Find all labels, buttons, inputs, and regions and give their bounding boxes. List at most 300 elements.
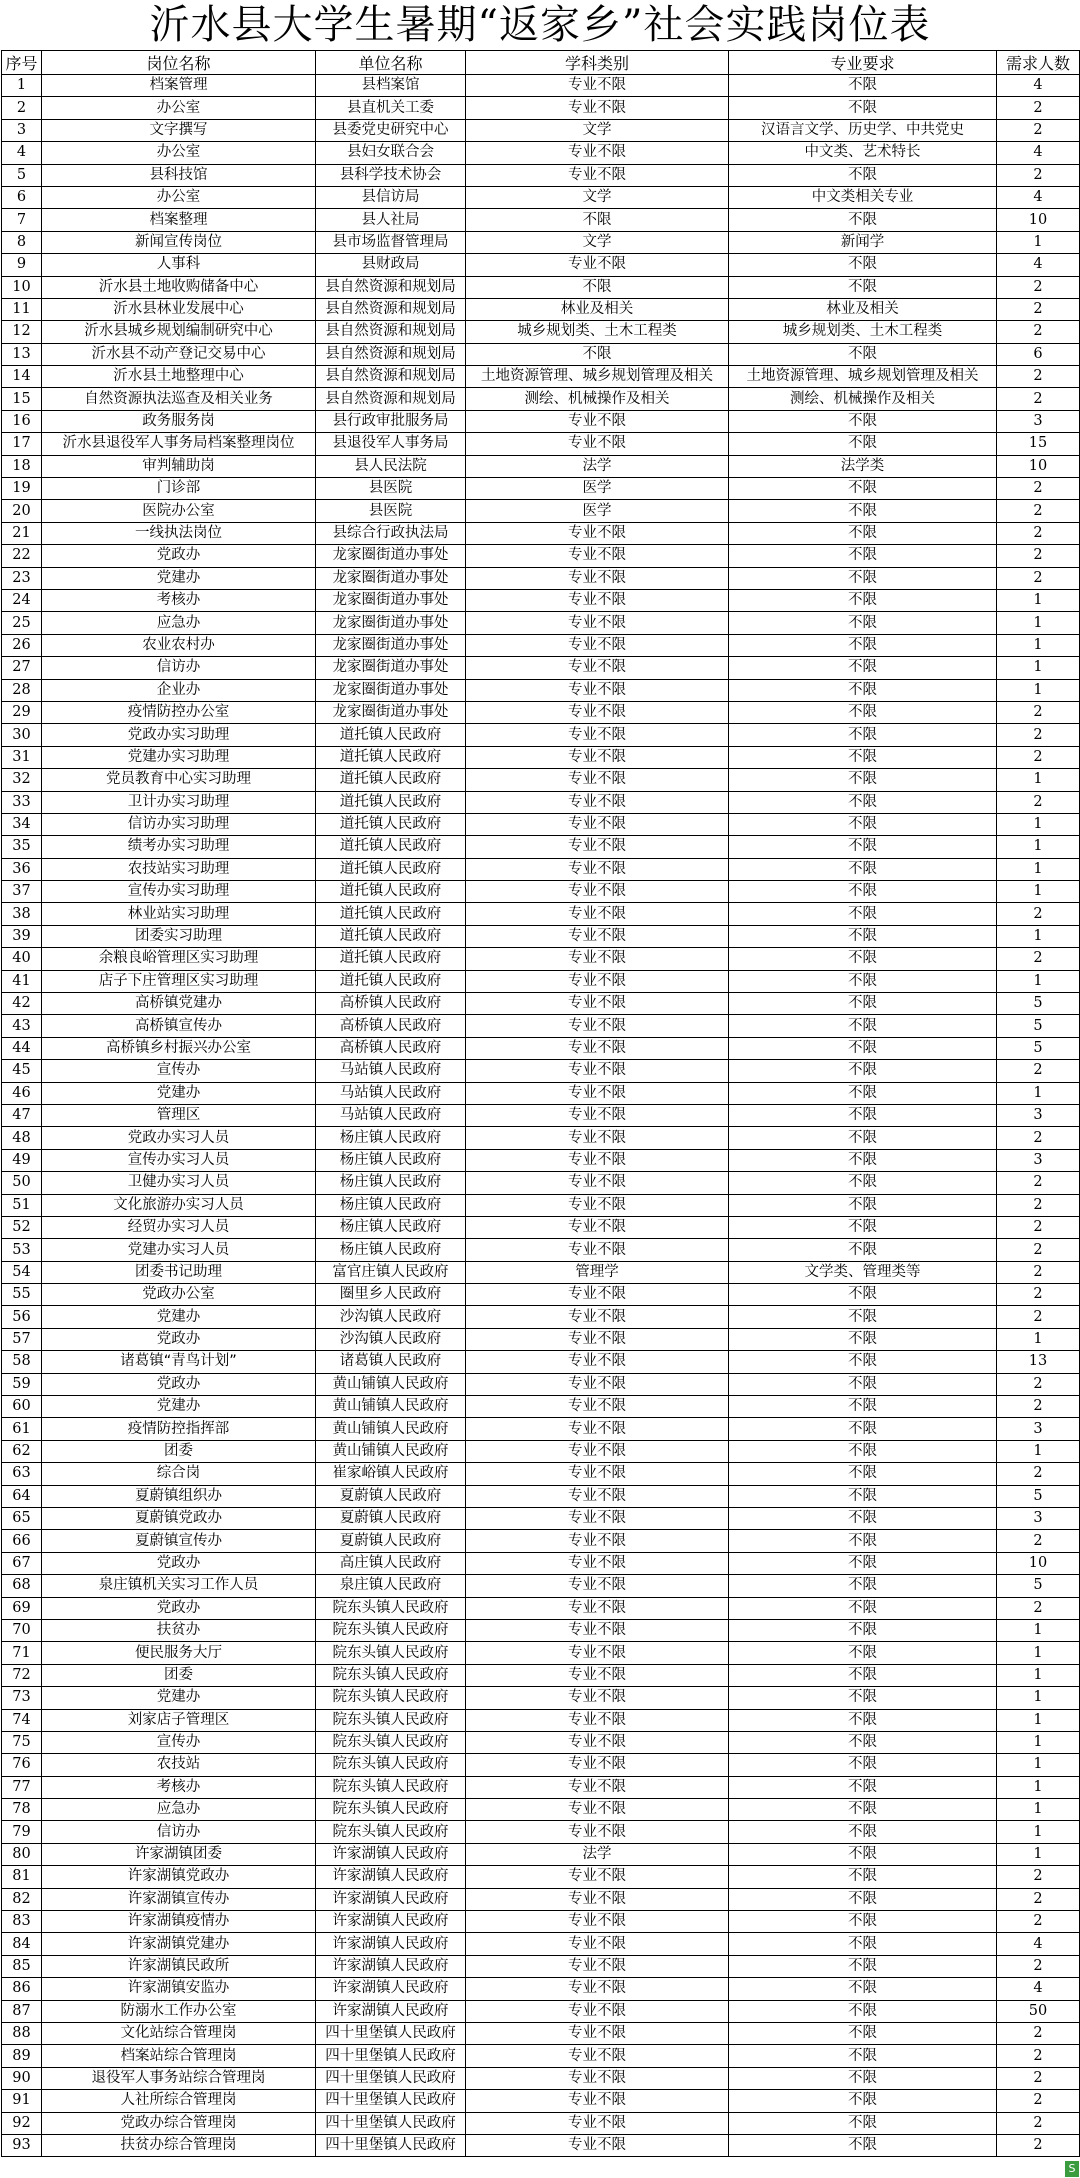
cell-discipline: 管理学 [466, 1261, 729, 1283]
cell-index: 44 [2, 1037, 42, 1059]
table-row [2, 1172, 1080, 1194]
cell-discipline: 专业不限 [466, 1216, 729, 1238]
cell-index: 63 [2, 1463, 42, 1485]
table-row [2, 1328, 1080, 1350]
cell-major-requirement: 不限 [729, 1530, 997, 1552]
cell-unit-name: 许家湖镇人民政府 [316, 1911, 466, 1933]
cell-unit-name: 院东头镇人民政府 [316, 1799, 466, 1821]
table-row [2, 1306, 1080, 1328]
cell-headcount: 3 [997, 1508, 1080, 1530]
cell-discipline: 专业不限 [466, 1575, 729, 1597]
cell-position-name: 许家湖镇党建办 [42, 1933, 316, 1955]
cell-unit-name: 龙家圈街道办事处 [316, 634, 466, 656]
cell-unit-name: 沙沟镇人民政府 [316, 1328, 466, 1350]
cell-headcount: 4 [997, 1933, 1080, 1955]
cell-index: 91 [2, 2090, 42, 2112]
cell-major-requirement: 不限 [729, 1821, 997, 1843]
table-row [2, 1687, 1080, 1709]
cell-index: 50 [2, 1172, 42, 1194]
cell-index: 49 [2, 1149, 42, 1171]
header-headcount: 需求人数 [997, 51, 1080, 75]
cell-index: 13 [2, 343, 42, 365]
cell-index: 66 [2, 1530, 42, 1552]
cell-index: 43 [2, 1015, 42, 1037]
cell-headcount: 2 [997, 119, 1080, 141]
cell-major-requirement: 不限 [729, 970, 997, 992]
cell-index: 65 [2, 1508, 42, 1530]
cell-discipline: 专业不限 [466, 993, 729, 1015]
cell-index: 80 [2, 1843, 42, 1865]
cell-headcount: 2 [997, 1172, 1080, 1194]
table-row [2, 791, 1080, 813]
cell-index: 39 [2, 925, 42, 947]
cell-index: 46 [2, 1082, 42, 1104]
cell-headcount: 2 [997, 1284, 1080, 1306]
table-row [2, 925, 1080, 947]
cell-unit-name: 县档案馆 [316, 75, 466, 97]
cell-headcount: 10 [997, 1552, 1080, 1574]
cell-major-requirement: 不限 [729, 1373, 997, 1395]
cell-position-name: 党建办 [42, 1687, 316, 1709]
table-row [2, 1508, 1080, 1530]
cell-headcount: 2 [997, 1597, 1080, 1619]
cell-discipline: 文学 [466, 231, 729, 253]
cell-position-name: 高桥镇党建办 [42, 993, 316, 1015]
cell-unit-name: 许家湖镇人民政府 [316, 2000, 466, 2022]
cell-major-requirement: 不限 [729, 1440, 997, 1462]
table-row [2, 2090, 1080, 2112]
table-row [2, 75, 1080, 97]
cell-headcount: 15 [997, 433, 1080, 455]
table-row [2, 142, 1080, 164]
cell-headcount: 1 [997, 925, 1080, 947]
table-row [2, 881, 1080, 903]
cell-discipline: 专业不限 [466, 1284, 729, 1306]
cell-unit-name: 院东头镇人民政府 [316, 1597, 466, 1619]
table-row [2, 119, 1080, 141]
cell-headcount: 2 [997, 701, 1080, 723]
cell-unit-name: 杨庄镇人民政府 [316, 1149, 466, 1171]
cell-position-name: 一线执法岗位 [42, 522, 316, 544]
table-row [2, 164, 1080, 186]
table-row [2, 970, 1080, 992]
cell-discipline: 专业不限 [466, 1194, 729, 1216]
table-row [2, 2022, 1080, 2044]
cell-index: 23 [2, 567, 42, 589]
cell-discipline: 专业不限 [466, 1037, 729, 1059]
cell-headcount: 1 [997, 634, 1080, 656]
table-row [2, 1664, 1080, 1686]
cell-headcount: 2 [997, 366, 1080, 388]
cell-position-name: 疫情防控指挥部 [42, 1418, 316, 1440]
cell-position-name: 党政办 [42, 1552, 316, 1574]
table-row [2, 1911, 1080, 1933]
table-row [2, 1216, 1080, 1238]
cell-discipline: 专业不限 [466, 1440, 729, 1462]
cell-headcount: 1 [997, 1821, 1080, 1843]
cell-unit-name: 龙家圈街道办事处 [316, 567, 466, 589]
cell-unit-name: 道托镇人民政府 [316, 813, 466, 835]
cell-major-requirement: 不限 [729, 1172, 997, 1194]
table-row [2, 1731, 1080, 1753]
cell-unit-name: 马站镇人民政府 [316, 1060, 466, 1082]
cell-headcount: 5 [997, 1015, 1080, 1037]
cell-major-requirement: 不限 [729, 925, 997, 947]
cell-major-requirement: 不限 [729, 1933, 997, 1955]
cell-discipline: 法学 [466, 1843, 729, 1865]
cell-major-requirement: 文学类、管理类等 [729, 1261, 997, 1283]
cell-position-name: 档案整理 [42, 209, 316, 231]
cell-discipline: 专业不限 [466, 1306, 729, 1328]
cell-position-name: 党建办实习助理 [42, 746, 316, 768]
cell-major-requirement: 不限 [729, 1194, 997, 1216]
cell-position-name: 人事科 [42, 254, 316, 276]
cell-headcount: 1 [997, 589, 1080, 611]
cell-unit-name: 院东头镇人民政府 [316, 1754, 466, 1776]
cell-index: 71 [2, 1642, 42, 1664]
cell-unit-name: 县医院 [316, 500, 466, 522]
cell-major-requirement: 不限 [729, 500, 997, 522]
cell-unit-name: 四十里堡镇人民政府 [316, 2090, 466, 2112]
cell-headcount: 1 [997, 1799, 1080, 1821]
cell-index: 42 [2, 993, 42, 1015]
cell-discipline: 专业不限 [466, 1664, 729, 1686]
cell-index: 60 [2, 1396, 42, 1418]
cell-headcount: 5 [997, 1575, 1080, 1597]
cell-headcount: 1 [997, 612, 1080, 634]
header-position-name: 岗位名称 [42, 51, 316, 75]
cell-unit-name: 县自然资源和规划局 [316, 366, 466, 388]
positions-table [1, 50, 1080, 2157]
cell-position-name: 人社所综合管理岗 [42, 2090, 316, 2112]
cell-unit-name: 许家湖镇人民政府 [316, 1843, 466, 1865]
cell-unit-name: 杨庄镇人民政府 [316, 1172, 466, 1194]
cell-major-requirement: 不限 [729, 858, 997, 880]
cell-index: 84 [2, 1933, 42, 1955]
cell-unit-name: 圈里乡人民政府 [316, 1284, 466, 1306]
cell-position-name: 农技站 [42, 1754, 316, 1776]
cell-headcount: 4 [997, 142, 1080, 164]
cell-position-name: 防溺水工作办公室 [42, 2000, 316, 2022]
cell-unit-name: 黄山铺镇人民政府 [316, 1418, 466, 1440]
cell-index: 69 [2, 1597, 42, 1619]
cell-position-name: 团委 [42, 1440, 316, 1462]
cell-major-requirement: 不限 [729, 1687, 997, 1709]
table-row [2, 97, 1080, 119]
cell-position-name: 夏蔚镇宣传办 [42, 1530, 316, 1552]
cell-discipline: 专业不限 [466, 2045, 729, 2067]
cell-index: 11 [2, 298, 42, 320]
cell-unit-name: 黄山铺镇人民政府 [316, 1440, 466, 1462]
cell-unit-name: 龙家圈街道办事处 [316, 545, 466, 567]
cell-index: 86 [2, 1978, 42, 2000]
cell-discipline: 不限 [466, 276, 729, 298]
cell-headcount: 2 [997, 1866, 1080, 1888]
cell-index: 3 [2, 119, 42, 141]
cell-position-name: 党政办 [42, 1373, 316, 1395]
table-row [2, 813, 1080, 835]
cell-discipline: 专业不限 [466, 1418, 729, 1440]
table-row [2, 2045, 1080, 2067]
cell-discipline: 专业不限 [466, 634, 729, 656]
cell-discipline: 专业不限 [466, 433, 729, 455]
scroll-indicator-icon[interactable]: S [1065, 2161, 1079, 2177]
header-row [2, 51, 1080, 75]
cell-discipline: 专业不限 [466, 1239, 729, 1261]
cell-discipline: 专业不限 [466, 813, 729, 835]
cell-discipline: 专业不限 [466, 1754, 729, 1776]
table-row [2, 1060, 1080, 1082]
cell-unit-name: 道托镇人民政府 [316, 769, 466, 791]
cell-discipline: 专业不限 [466, 724, 729, 746]
cell-unit-name: 四十里堡镇人民政府 [316, 2022, 466, 2044]
cell-discipline: 专业不限 [466, 410, 729, 432]
table-row [2, 1351, 1080, 1373]
cell-unit-name: 黄山铺镇人民政府 [316, 1396, 466, 1418]
cell-unit-name: 县委党史研究中心 [316, 119, 466, 141]
cell-headcount: 2 [997, 298, 1080, 320]
cell-headcount: 2 [997, 2134, 1080, 2156]
table-row [2, 657, 1080, 679]
cell-discipline: 专业不限 [466, 1172, 729, 1194]
cell-position-name: 许家湖镇团委 [42, 1843, 316, 1865]
cell-headcount: 1 [997, 1328, 1080, 1350]
cell-discipline: 林业及相关 [466, 298, 729, 320]
cell-position-name: 党政办 [42, 1328, 316, 1350]
cell-major-requirement: 不限 [729, 209, 997, 231]
cell-index: 59 [2, 1373, 42, 1395]
cell-position-name: 宣传办实习人员 [42, 1149, 316, 1171]
cell-headcount: 1 [997, 1687, 1080, 1709]
cell-discipline: 专业不限 [466, 1485, 729, 1507]
cell-unit-name: 县退役军人事务局 [316, 433, 466, 455]
cell-position-name: 党建办 [42, 1396, 316, 1418]
cell-major-requirement: 不限 [729, 1575, 997, 1597]
table-row [2, 1284, 1080, 1306]
cell-position-name: 企业办 [42, 679, 316, 701]
cell-discipline: 专业不限 [466, 1552, 729, 1574]
cell-major-requirement: 不限 [729, 2067, 997, 2089]
cell-major-requirement: 不限 [729, 1642, 997, 1664]
cell-headcount: 2 [997, 1463, 1080, 1485]
cell-position-name: 夏蔚镇党政办 [42, 1508, 316, 1530]
cell-unit-name: 许家湖镇人民政府 [316, 1933, 466, 1955]
table-row [2, 343, 1080, 365]
cell-position-name: 沂水县林业发展中心 [42, 298, 316, 320]
cell-unit-name: 县市场监督管理局 [316, 231, 466, 253]
table-row [2, 2112, 1080, 2134]
cell-unit-name: 院东头镇人民政府 [316, 1642, 466, 1664]
cell-index: 4 [2, 142, 42, 164]
cell-index: 48 [2, 1127, 42, 1149]
cell-index: 18 [2, 455, 42, 477]
cell-index: 68 [2, 1575, 42, 1597]
cell-position-name: 扶贫办综合管理岗 [42, 2134, 316, 2156]
cell-discipline: 专业不限 [466, 1731, 729, 1753]
cell-major-requirement: 不限 [729, 948, 997, 970]
cell-headcount: 2 [997, 1888, 1080, 1910]
cell-major-requirement: 不限 [729, 1843, 997, 1865]
cell-headcount: 1 [997, 1664, 1080, 1686]
cell-position-name: 疫情防控办公室 [42, 701, 316, 723]
cell-position-name: 余粮良峪管理区实习助理 [42, 948, 316, 970]
cell-discipline: 专业不限 [466, 903, 729, 925]
cell-index: 15 [2, 388, 42, 410]
cell-unit-name: 龙家圈街道办事处 [316, 657, 466, 679]
cell-unit-name: 院东头镇人民政府 [316, 1619, 466, 1641]
cell-unit-name: 许家湖镇人民政府 [316, 1978, 466, 2000]
cell-unit-name: 院东头镇人民政府 [316, 1664, 466, 1686]
cell-index: 36 [2, 858, 42, 880]
cell-headcount: 1 [997, 1082, 1080, 1104]
cell-unit-name: 县自然资源和规划局 [316, 343, 466, 365]
cell-unit-name: 县直机关工委 [316, 97, 466, 119]
cell-position-name: 党建办 [42, 567, 316, 589]
table-row [2, 1037, 1080, 1059]
table-row [2, 388, 1080, 410]
cell-position-name: 审判辅助岗 [42, 455, 316, 477]
table-row [2, 455, 1080, 477]
table-row [2, 1127, 1080, 1149]
cell-headcount: 2 [997, 724, 1080, 746]
cell-index: 90 [2, 2067, 42, 2089]
cell-position-name: 许家湖镇党政办 [42, 1866, 316, 1888]
cell-position-name: 信访办实习助理 [42, 813, 316, 835]
cell-headcount: 1 [997, 657, 1080, 679]
cell-unit-name: 杨庄镇人民政府 [316, 1127, 466, 1149]
cell-index: 85 [2, 1955, 42, 1977]
table-row [2, 1082, 1080, 1104]
cell-index: 25 [2, 612, 42, 634]
cell-position-name: 高桥镇宣传办 [42, 1015, 316, 1037]
cell-discipline: 专业不限 [466, 769, 729, 791]
cell-position-name: 党政办公室 [42, 1284, 316, 1306]
cell-position-name: 档案站综合管理岗 [42, 2045, 316, 2067]
cell-discipline: 专业不限 [466, 612, 729, 634]
cell-unit-name: 道托镇人民政府 [316, 925, 466, 947]
cell-index: 30 [2, 724, 42, 746]
cell-index: 6 [2, 186, 42, 208]
cell-major-requirement: 不限 [729, 254, 997, 276]
cell-major-requirement: 不限 [729, 813, 997, 835]
cell-major-requirement: 不限 [729, 589, 997, 611]
cell-unit-name: 许家湖镇人民政府 [316, 1888, 466, 1910]
table-row [2, 186, 1080, 208]
table-row [2, 1642, 1080, 1664]
cell-headcount: 13 [997, 1351, 1080, 1373]
cell-major-requirement: 不限 [729, 746, 997, 768]
cell-headcount: 1 [997, 836, 1080, 858]
cell-index: 78 [2, 1799, 42, 1821]
cell-discipline: 医学 [466, 478, 729, 500]
table-row [2, 701, 1080, 723]
cell-position-name: 信访办 [42, 657, 316, 679]
header-discipline: 学科类别 [466, 51, 729, 75]
cell-discipline: 专业不限 [466, 2134, 729, 2156]
cell-unit-name: 道托镇人民政府 [316, 791, 466, 813]
cell-unit-name: 龙家圈街道办事处 [316, 589, 466, 611]
cell-unit-name: 县医院 [316, 478, 466, 500]
table-row [2, 858, 1080, 880]
cell-headcount: 2 [997, 746, 1080, 768]
cell-index: 77 [2, 1776, 42, 1798]
table-row [2, 1754, 1080, 1776]
cell-unit-name: 县自然资源和规划局 [316, 298, 466, 320]
cell-headcount: 10 [997, 209, 1080, 231]
table-row [2, 1149, 1080, 1171]
cell-major-requirement: 不限 [729, 634, 997, 656]
cell-discipline: 专业不限 [466, 2090, 729, 2112]
cell-unit-name: 县行政审批服务局 [316, 410, 466, 432]
cell-position-name: 宣传办 [42, 1731, 316, 1753]
cell-headcount: 2 [997, 2090, 1080, 2112]
cell-position-name: 退役军人事务站综合管理岗 [42, 2067, 316, 2089]
cell-major-requirement: 不限 [729, 903, 997, 925]
cell-index: 75 [2, 1731, 42, 1753]
cell-major-requirement: 不限 [729, 1149, 997, 1171]
cell-major-requirement: 不限 [729, 1351, 997, 1373]
cell-index: 12 [2, 321, 42, 343]
cell-discipline: 专业不限 [466, 142, 729, 164]
cell-major-requirement: 不限 [729, 1955, 997, 1977]
cell-discipline: 专业不限 [466, 164, 729, 186]
cell-unit-name: 龙家圈街道办事处 [316, 679, 466, 701]
cell-major-requirement: 不限 [729, 1127, 997, 1149]
cell-position-name: 办公室 [42, 97, 316, 119]
cell-headcount: 2 [997, 522, 1080, 544]
cell-discipline: 城乡规划类、土木工程类 [466, 321, 729, 343]
cell-unit-name: 院东头镇人民政府 [316, 1776, 466, 1798]
cell-index: 1 [2, 75, 42, 97]
cell-major-requirement: 中文类、艺术特长 [729, 142, 997, 164]
cell-unit-name: 崔家峪镇人民政府 [316, 1463, 466, 1485]
cell-index: 55 [2, 1284, 42, 1306]
cell-discipline: 不限 [466, 209, 729, 231]
table-row [2, 231, 1080, 253]
cell-unit-name: 许家湖镇人民政府 [316, 1866, 466, 1888]
cell-index: 28 [2, 679, 42, 701]
table-row [2, 1843, 1080, 1865]
cell-position-name: 综合岗 [42, 1463, 316, 1485]
cell-position-name: 沂水县城乡规划编制研究中心 [42, 321, 316, 343]
cell-discipline: 专业不限 [466, 1082, 729, 1104]
table-row [2, 2134, 1080, 2156]
cell-unit-name: 高桥镇人民政府 [316, 1037, 466, 1059]
cell-unit-name: 道托镇人民政府 [316, 970, 466, 992]
cell-position-name: 党政办实习助理 [42, 724, 316, 746]
table-row [2, 769, 1080, 791]
cell-headcount: 1 [997, 1843, 1080, 1865]
table-row [2, 1619, 1080, 1641]
cell-major-requirement: 不限 [729, 1396, 997, 1418]
cell-headcount: 2 [997, 948, 1080, 970]
cell-discipline: 专业不限 [466, 1396, 729, 1418]
cell-discipline: 文学 [466, 186, 729, 208]
cell-major-requirement: 不限 [729, 1216, 997, 1238]
cell-major-requirement: 不限 [729, 97, 997, 119]
table-row [2, 1239, 1080, 1261]
cell-discipline: 专业不限 [466, 1888, 729, 1910]
cell-position-name: 沂水县退役军人事务局档案整理岗位 [42, 433, 316, 455]
cell-major-requirement: 不限 [729, 343, 997, 365]
cell-index: 17 [2, 433, 42, 455]
cell-discipline: 专业不限 [466, 2000, 729, 2022]
cell-discipline: 专业不限 [466, 881, 729, 903]
cell-index: 88 [2, 2022, 42, 2044]
cell-discipline: 专业不限 [466, 254, 729, 276]
cell-discipline: 专业不限 [466, 1866, 729, 1888]
cell-position-name: 新闻宣传岗位 [42, 231, 316, 253]
